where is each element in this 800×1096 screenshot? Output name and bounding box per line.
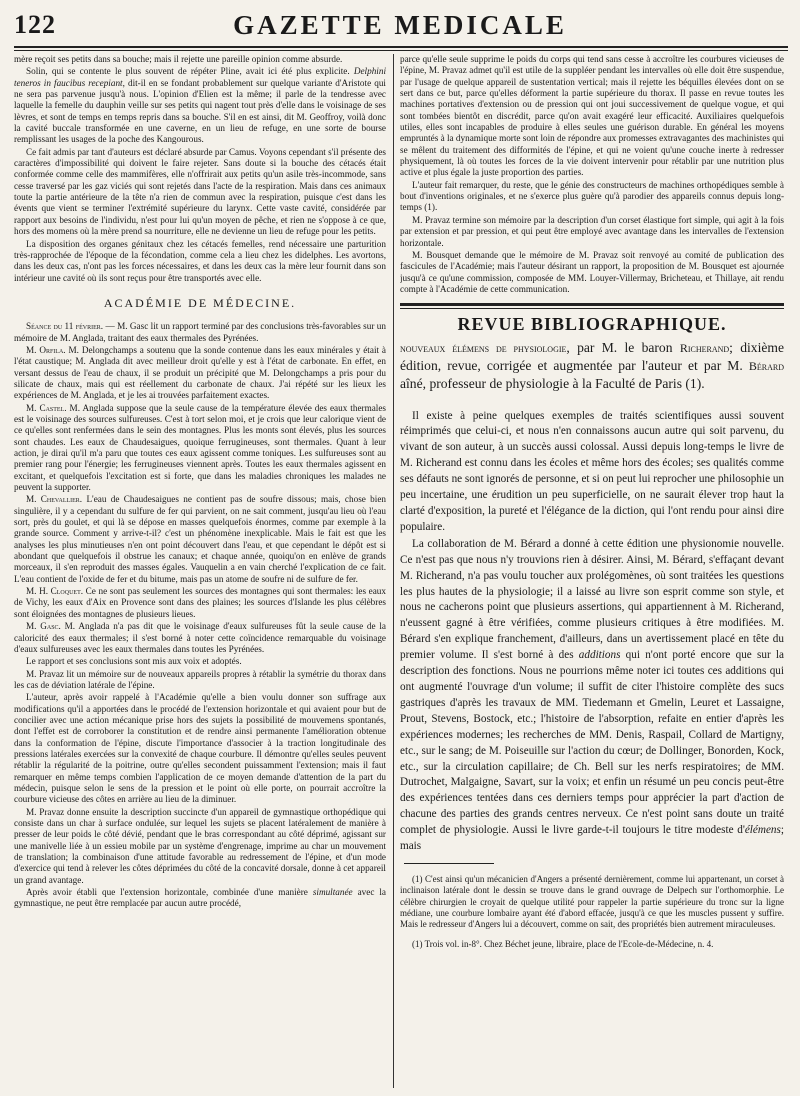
header-rule [14, 46, 788, 51]
text: , dit-il en se fondant probablement sur quelque variante d'Aristote qui ne sera pas parvenue jusqu'à nous. L'opinion d'Elien est la même; il parle de la tendresse avec laquelle la femelle du dauphin veille sur ses petits qui nagent tout près d'elle dans le voisinage de ses lèvres, et sont de temps en temps repris dans sa bouche. S'il en est ainsi, dit M. Geoffroy, voilà donc la cavité buccale transformée en une caverne, en un lieu de refuge, en une sorte de bourse remplissant les usages de la poche des Kangourous. [14, 77, 386, 145]
paragraph: Ce fait admis par tant d'auteurs est déclaré absurde par Camus. Voyons cependant s'il présente des caractères d'impossibilité qui doivent le faire rejeter. Sans doute si la bouche des cétacés était conformée comme celle des mammifères, elle n'offrirait aux petits qu'un asile très-incommode, sans cesse traversé par les gaz viciés qui sont rejetés dans l'acte de la respiration. Mais dans ces animaux toute la partie antérieure de la tête n'a rien de commun avec la respiration, puisque c'est dans les évents que vient se terminer l'extrémité supérieure du larynx. Cette vaste cavité, considérée par rapport aux besoins de l'individu, n'est pour lui qu'un moyen de pêche, et rien ne s'oppose à ce que, hors des momens où la mère prend sa nourriture, elle ne devienne un lieu de refuge pour les petits. [14, 146, 386, 237]
speaker-cloquet: M. H. Cloquet. [26, 586, 84, 597]
spacer [400, 931, 784, 939]
paragraph [14, 494, 386, 585]
paragraph [14, 621, 386, 655]
footnote: (1) Trois vol. in-8°. Chez Béchet jeune, libraire, place de l'Ecole-de-Médecine, n. 4. [412, 939, 714, 950]
paragraph: Le rapport et ses conclusions sont mis aux voix et adoptés. [26, 656, 242, 667]
text: M. Delongchamps a soutenu que la sonde contenue dans les eaux minérales y était à l'état caustique; M. Anglada dit avec meilleur droit qu'elle y est à l'état de carbonate. En effet, en versant dessus de l'eau de chaux, il se produit un précipité que M. Delongchamps a pris pour du silicate de chaux, mais qui est réellement du carbonate de chaux. J'ai répété sur les lieux les expériences de M. Anglada, et je les ai trouvées parfaitement exactes. [14, 344, 386, 401]
footnote: (1) C'est ainsi qu'un mécanicien d'Angers a présenté dernièrement, comme lui appartenant, un corset à inclinaison latérale dont le dessin se trouve dans le grand ouvrage de Delpech sur l'orthomorphie. Le célèbre chirurgien le croyait de quelque utilité pour rappeler la partie supérieure du tronc sur la ligne médiane, une courbure lombaire ayant été d'abord effacée, jusqu'à ce que les muscles pussent y suffire. Mais le redresseur d'Angers lui a découvert, comme on sait, des propriétés bien autrement miraculeuses. [400, 873, 784, 930]
section-rule-thick [400, 303, 784, 306]
speaker-orfila: M. Orfila. [26, 344, 66, 355]
journal-title: GAZETTE MEDICALE [233, 10, 567, 40]
paragraph: mère reçoit ses petits dans sa bouche; mais il rejette une pareille opinion comme absurde. [14, 54, 343, 64]
section-heading-academie: ACADÉMIE DE MÉDECINE. [103, 295, 297, 310]
section-rule-thin [400, 308, 784, 309]
text: Ce ne sont pas seulement les sources des montagnes qui sont thermales: les eaux de Vichy, les eaux d'Aix en Provence sont dans des plaines; les sources d'Islande les plus célèbres sont éloignées des montagnes de plusieurs lieues. [14, 586, 386, 619]
paragraph [14, 403, 386, 494]
emphasis: simultanée [312, 887, 353, 898]
speaker-castel: M. Castel. [26, 402, 67, 413]
text: La collaboration de M. Bérard a donné à cette édition une physionomie nouvelle. Ce n'est pas que nous n'y trouvions rien à désirer. Ainsi, M. Bérard, s'effaçant devant M. Richerand, n'a pas voulu toucher aux prolégomènes, où sont traitées les questions les plus hautes de la physiologie; il a laissé au livre son esprit comme son style, et nous ne cacherons point que plusieurs assertions, qui appartiennent à M. Richerand, n'eussent gagné à être vérifiées, comme plusieurs critiques à être modifiées. M. Bérard s'en explique franchement, d'ailleurs, dans un avertissement placé en tête du premier volume. Il s'est borné à des [400, 537, 784, 662]
paragraph: L'auteur, après avoir rappelé à l'Académie qu'elle a bien voulu donner son suffrage aux modifications qu'il a apportées dans le procédé de l'extension horizontale et qui avaient pour but de concilier avec une action mécanique prise hors des sujets la possibilité de mouvemens spontanés, dont l'effet est de corroborer la constitution et de rendre ainsi permanente l'amélioration obtenue dans la conformation de l'épine, discute l'importance d'associer à la traction longitudinale des pressions latérales exercées sur la convexité de chaque courbure. Il démontre qu'elles seules peuvent rétablir la régularité de la poitrine, outre qu'elles secondent puissamment l'extension; mais il faut remarquer en même temps combien l'application de ce moyen demande d'attention de la part du médecin, puisque selon le sens de la pression et le point où elle porte, on pourrait accroître la courbure vicieuse des côtes en arrière au lieu de la diminuer. [14, 692, 386, 805]
right-column [400, 54, 784, 1090]
text: Solin, qui se contente le plus souvent de répéter Pline, avait ici été plus explicite. [26, 66, 350, 77]
book-reference [400, 339, 784, 393]
text: ; dixième édition, revue, corrigée et augmentée par l'auteur et par M. [400, 339, 784, 373]
paragraph: M. Pravaz donne ensuite la description succincte d'un appareil de gymnastique orthopédique qui consiste dans un char à surface ondulée, sur lequel les sujets se placent latéralement de manière à presser de leur poids le côté dévié, pendant que le bras correspondant au côté déprimé, agissant sur une manivelle liée à un essieu mobile par un système d'engrenage, imprime au char un mouvement de translation; la combinaison d'une attitude favorable au redressement de l'épine, et d'un mode d'exercice qui tend à relever les côtes déprimées du côté de la concavité dorsale, donne à cet appareil un grand avantage. [14, 806, 386, 885]
text: M. Anglada n'a pas dit que le voisinage d'eaux sulfureuses fût la seule cause de la caloricité des eaux thermales; il s'est borné à noter cette coïncidence remarquable du voisinage d'eaux sulfureuses avec les eaux thermales dans toutes les Pyrénées. [14, 621, 386, 654]
author-name: Bérard [748, 358, 784, 373]
page-header [14, 8, 786, 40]
text: M. Anglada suppose que la seule cause de la température élevée des eaux thermales est le voisinage des sources sulfureuses. C'est à tort selon moi, et je crois que leur calorique vient de ce qu'elles sont renfermées dans le sein des montagnes. Plus les monts sont élevés, plus les sources sont chaudes. Les eaux de Chaudesaigues, quoique ferrugineuses, sont thermales. Quant à leur action, je dirai qu'il m'a paru que toutes ces eaux agissent comme toniques. Les sulfureuses sont au premier rang pour l'énergie; les ferrugineuses viennent après. Toutes les eaux thermales agissent en excitant, et quelquefois l'excitation est si forte, que dans les maladies chroniques les malades ne peuvent la supporter. [14, 402, 386, 493]
text: qui n'ont porté encore que sur la description des fonctions. Nous ne pourrions même noter ici toutes ces additions qui ont augmenté l'ouvrage d'un volume; il suffit de citer l'histoire complète des sucs gastriques d'après les travaux de MM. Tiedemann et Gmelin, Leuret et Lassaigne, Prout, Stevens, Bostock, etc.; l'histoire de l'absorption, refaite en entier d'après les expériences modernes; les recherches de MM. Denis, Raspail, Collard de Martigny, etc., sur le sang; de M. Poiseuille sur l'action du cœur; de Dollinger, Bonorden, Kock, etc., sur la circulation capillaire; de Ch. Bell sur les nerfs respiratoires; de MM. Dutrochet, Malgaigne, Savart, sur la voix; et enfin un résumé un peu concis peut-être des expériences tentées dans ces derniers temps pour apprécier la part d'action de chacune des parties des grands centres nerveux. Ce n'est point sans doute un traité complet de physiologie. Aussi le livre garde-t-il toujours le titre modeste d' [400, 649, 784, 837]
author-name: Richerand [679, 340, 730, 355]
paragraph [14, 66, 386, 145]
footnotes [400, 874, 784, 951]
paragraph: Il existe à peine quelques exemples de traités scientifiques aussi souvent réimprimés que celui-ci, et nous n'en connaissons aucun autre qui soit parvenu, du vivant de son auteur, à un succès aussi colossal. Aussi depuis long-temps le livre de M. Richerand est connu dans les écoles et même hors des écoles; ses qualités comme ses défauts ne sont ignorés de personne, et si on peut lui reprocher une philosophie un peu incertaine, une érudition un peu superficielle, on ne saurait élever trop haut la clarté d'exposition, la pureté et l'élégance de la diction, qui l'ont rendu pour ainsi dire populaire. [400, 409, 784, 533]
text: , par M. le baron [566, 339, 680, 355]
text: avec la gymnastique, ne peut être remplacée par aucun autre procédé, [14, 887, 386, 909]
text: aîné, professeur de physiologie à la Faculté de Paris (1). [400, 375, 705, 391]
paragraph: parce qu'elle seule supprime le poids du corps qui tend sans cesse à accroître les courbures vicieuses de l'épine, M. Pravaz admet qu'il est utile de la suppléer pendant les intervalles où elle doit être suspendue, par l'usage de quelque appareil de sustentation vertical; mais il rejette les béquilles élevées dont on se sert dans ce but, parce qu'elles déforment la partie supérieure du thorax. Il passe en revue toutes les machines portatives d'extension ou de pression qui ont joui successivement de quelque vogue, et qui sont tombées bientôt en discrédit, parce qu'on avait exagéré leur efficacité. Auxiliaires quelquefois utiles, elles sont incapables de produire à elles seules une guérison durable. En général les moyens empruntés à la dynamique morte sont loin de répondre aux promesses extravagantes des machinistes qui se mêlent du traitement des difformités de l'épine, et qui ne voient qu'une couche inerte à redresser physiquement, là où toutes les forces de la vie doivent intervenir pour rétablir par une nutrition plus active et plus égale la juste proportion des parties. [400, 54, 784, 178]
speaker-gasc: M. Gasc. [26, 621, 61, 632]
text: Après avoir établi que l'extension horizontale, combinée d'une manière [26, 887, 313, 898]
column-divider [393, 54, 394, 1088]
text: ; mais [400, 824, 784, 853]
paragraph [14, 345, 386, 402]
footnote-rule [404, 863, 494, 864]
paragraph: La disposition des organes génitaux chez les cétacés femelles, rend nécessaire une parturition très-rapprochée de l'époque de la fécondation, comme cela a lieu chez les didelphes. Les avortons, dans les deux cas, n'ont pas les forces nécessaires, et dans les deux cas la mère leur fournit dans son intérieur une cavité où ils sont reçus pour être transportés avec elle. [14, 238, 386, 283]
speaker-chevallier: M. Chevallier. [26, 494, 83, 505]
emphasis: élémens [744, 824, 781, 837]
latin-quote: Delphini teneros in faucibus recepiant [14, 66, 386, 88]
left-column [14, 54, 386, 1090]
paragraph [14, 887, 386, 910]
emphasis: additions [578, 649, 621, 662]
section-heading-revue: REVUE BIBLIOGRAPHIQUE. [457, 314, 727, 335]
paragraph [14, 321, 386, 344]
paragraph: M. Bousquet demande que le mémoire de M. Pravaz soit renvoyé au comité de publication des fascicules de l'Académie; mais l'auteur désirant un rapport, la proposition de M. Bousquet est ajournée jusqu'à ce qu'une commission, composée de MM. Louyer-Villermay, Bricheteau, et Thillaye, ait rendu compte à l'Académie de cette communication. [400, 249, 784, 294]
seance-label: Séance du 11 février. [26, 321, 104, 332]
text: — M. Gasc lit un rapport terminé par des conclusions très-favorables sur un mémoire de M. Anglada, traitant des eaux thermales des Pyrénées. [14, 321, 386, 343]
text: L'eau de Chaudesaigues ne contient pas de soufre dissous; mais, chose bien singulière, il y a cependant du sulfure de fer qui parvient, on ne sait comment, jusqu'au lieu où l'eau sort, près du goulet, et qui là se dépose en masses quelquefois énormes, comme par exemple à la grande source. Comment y arrive-t-il? c'est un phénomène inexplicable. Mais le fait est que les analyses les plus minutieuses n'en ont point découvert dans l'eau, et que cependant le dépôt est si abondant que quelquefois il obstrue les canaux; et chaque année, quoiqu'on en enlève de grands morceaux, il s'en reproduit des masses égales. Vauquelin a en vain cherché l'explication de ce fait. L'eau contient de l'oxide de fer et du bitume, mais pas un atome de soufre ni de sulfure de fer. [14, 494, 386, 584]
paragraph: M. Pravaz termine son mémoire par la description d'un corset élastique fort simple, qui agit à la fois par extension et par pression, et qui peut être employé avec avantage dans les intervalles de l'extension horizontale. [400, 214, 784, 248]
paragraph: L'auteur fait remarquer, du reste, que le génie des constructeurs de machines orthopédiques semble à bout d'inventions originales, et ne s'exerce plus guère qu'à parodier des appareils connus depuis long-temps (1). [400, 179, 784, 213]
paragraph [14, 586, 386, 620]
book-title: nouveaux élémens de physiologie [400, 340, 567, 355]
page-number: 122 [14, 10, 56, 39]
paragraph: M. Pravaz lit un mémoire sur de nouveaux appareils propres à rétablir la symétrie du thorax dans les cas de déviation latérale de l'épine. [14, 668, 386, 690]
paragraph [400, 537, 784, 855]
